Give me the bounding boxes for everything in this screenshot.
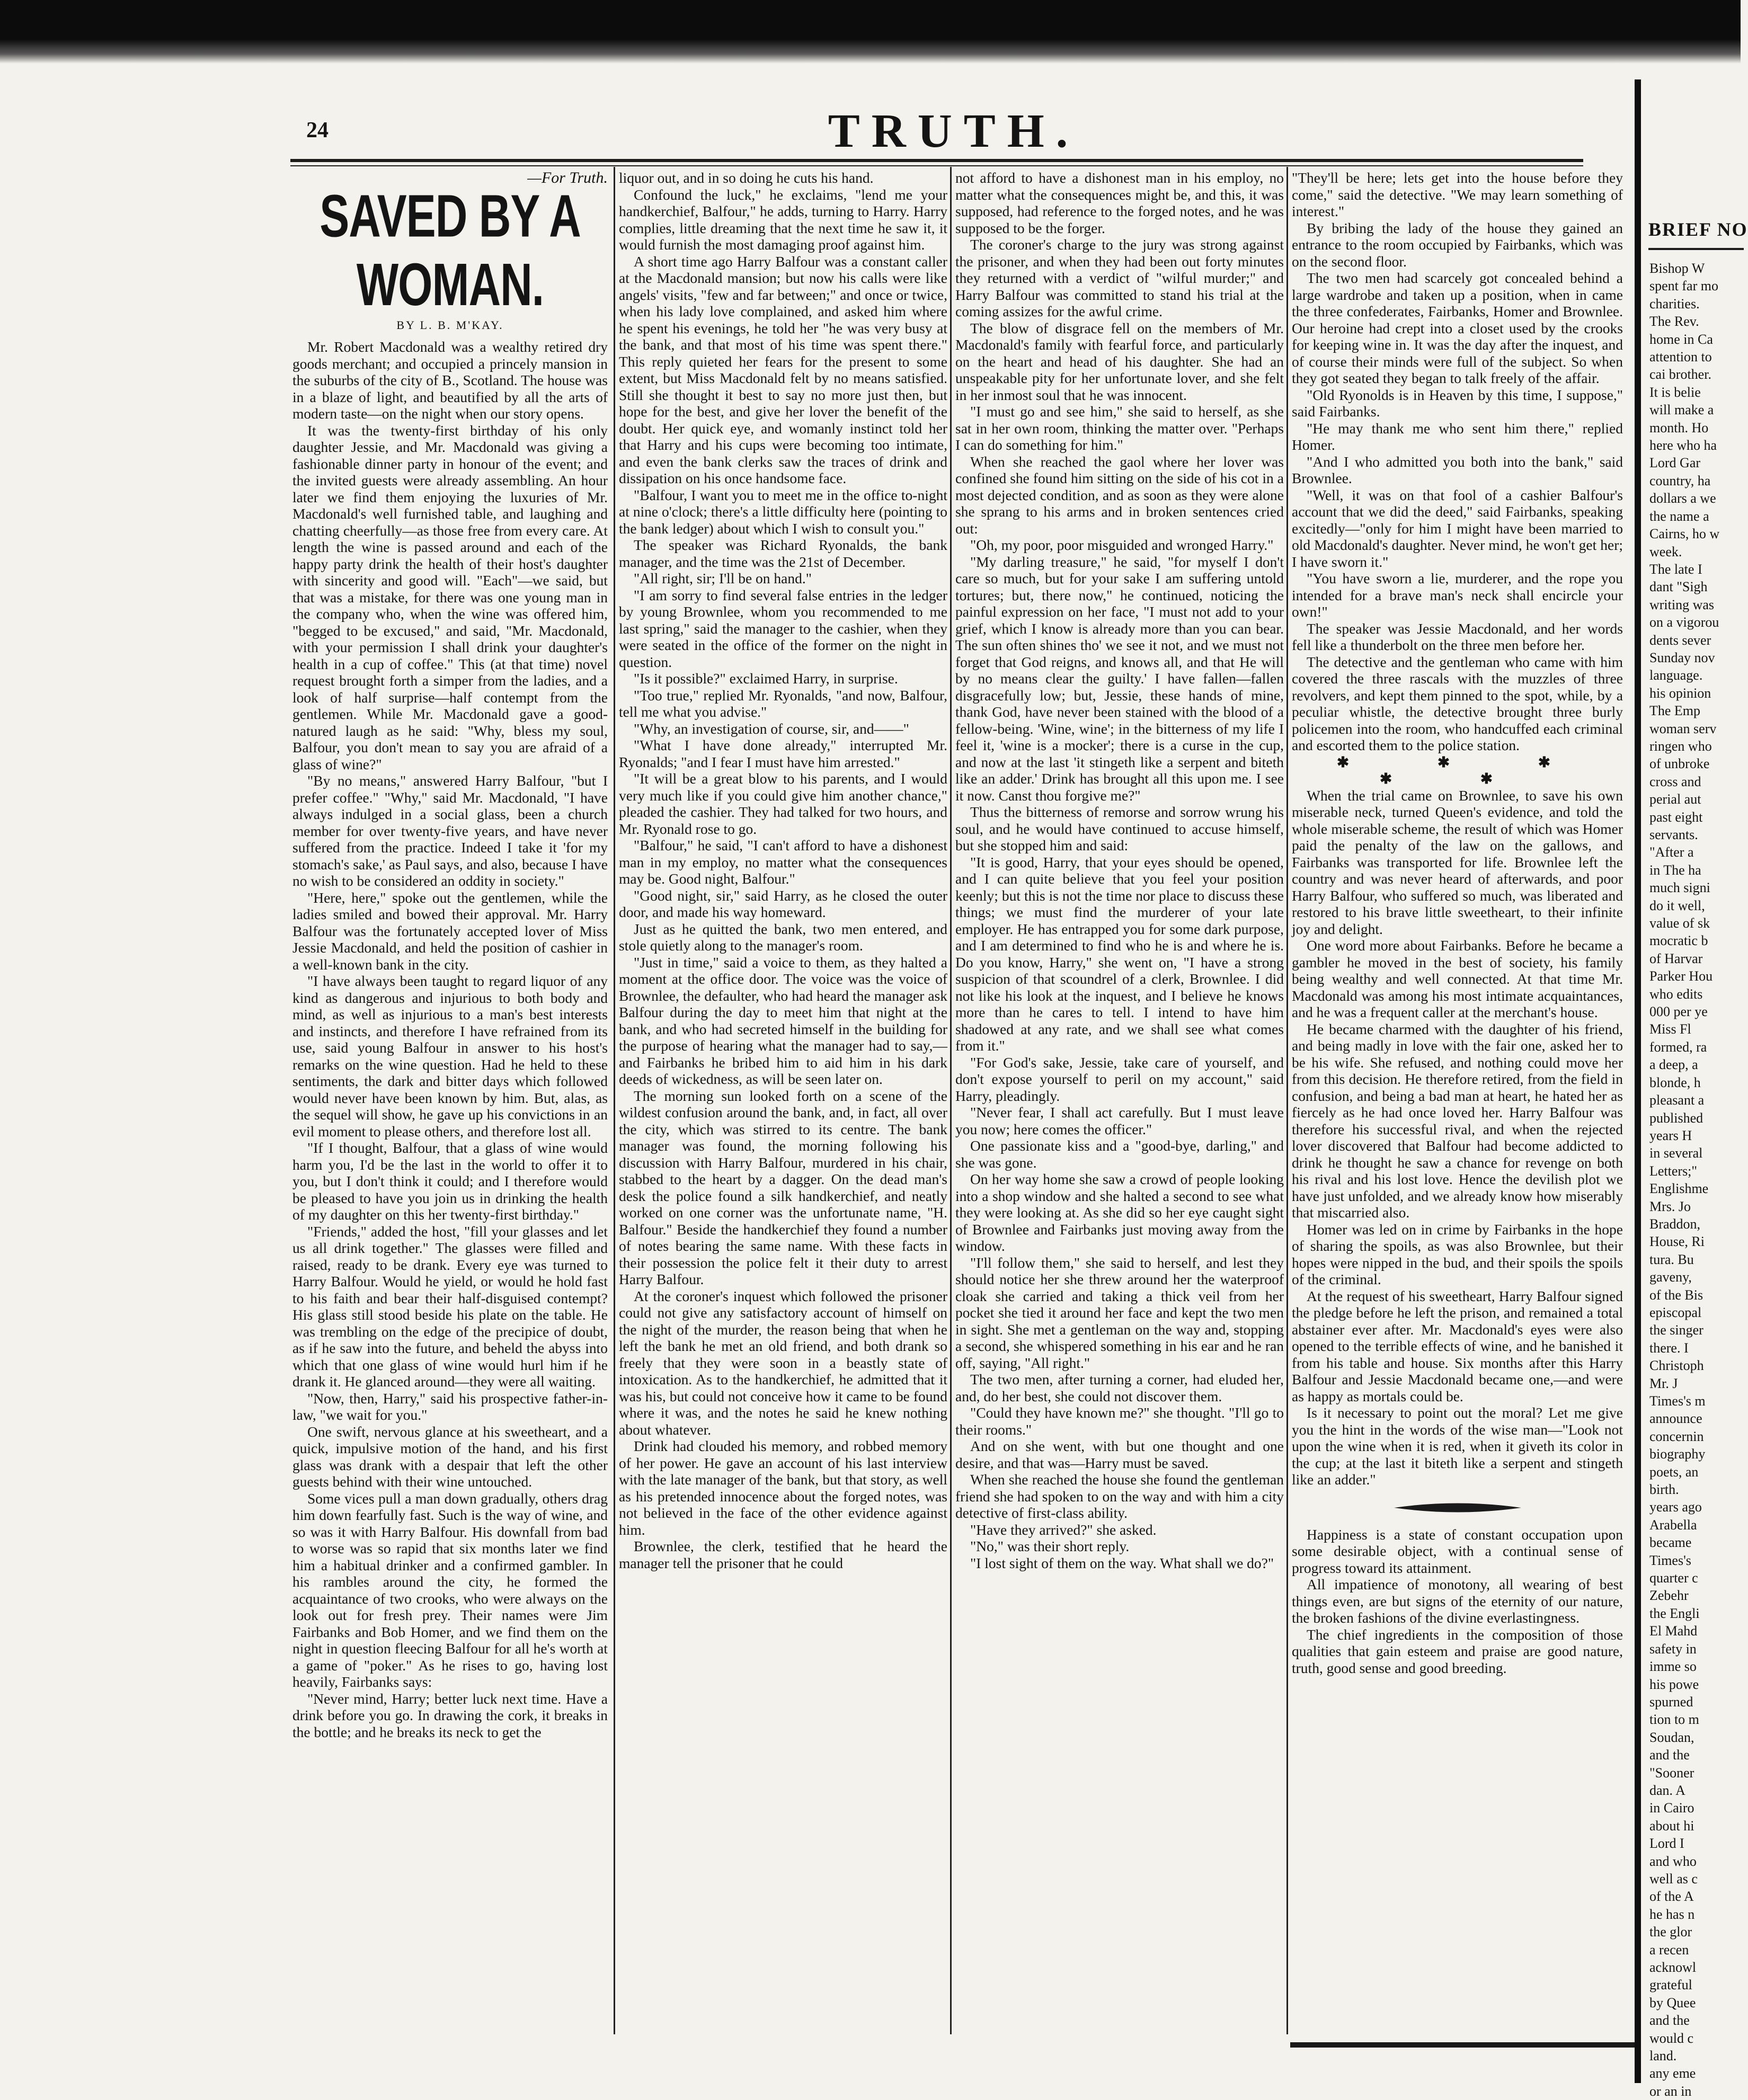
edge-text-line: years ago [1649, 1499, 1702, 1515]
edge-text-line: language. [1649, 668, 1703, 683]
article-paragraph: "Now, then, Harry," said his prospective father-in-law, "we wait for you." [292, 1390, 608, 1423]
article-paragraph: One swift, nervous glance at his sweetheart, and a quick, impulsive motion of the hand, and his first glass was drank with a despair that left the other guests behind with their wine untouched. [292, 1423, 608, 1490]
edge-text-line: Lord Gar [1649, 455, 1701, 471]
article-paragraph: "Oh, my poor, poor misguided and wronged Harry." [970, 537, 1274, 553]
article-paragraph: Some vices pull a man down gradually, others drag him down fearfully fast. Such is the way of wine, and so was it with Harry Balfour. His downfall from bad to worse was so rapid that six months later we find him a habitual drinker and a confirmed gambler. In his rambles around the city, he formed the acquaintance of two crooks, who were always on the look out for fresh prey. Their names were Jim Fairbanks and Bob Homer, and we find them on the night in question fleecing Balfour for all he's worth at a game of "poker." As he rises to go, having lost heavily, Fairbanks says: [292, 1490, 608, 1690]
edge-text-line: he has n [1649, 1906, 1695, 1922]
edge-text-line: cross and [1649, 773, 1701, 789]
column-divider [1286, 167, 1288, 2034]
edge-text-line: imme so [1649, 1659, 1697, 1675]
scan-bottom-smudge [1290, 2042, 1635, 2048]
article-paragraph: The chief ingredients in the composition of those qualities that gain esteem and praise are good nature, truth, good sense and good breeding. [1292, 1626, 1623, 1676]
article-paragraph: "Good night, sir," said Harry, as he closed the outer door, and made his way homeward. [619, 887, 947, 920]
edge-text-line: attention to [1649, 349, 1712, 365]
edge-text-line: The Rev. [1649, 314, 1699, 330]
edge-text-line: a recen [1649, 1942, 1689, 1957]
edge-text-line: home in Ca [1649, 331, 1713, 347]
edge-text-line: became [1649, 1535, 1692, 1551]
edge-text-line: safety in [1649, 1641, 1697, 1657]
article-paragraph: Drink had clouded his memory, and robbed memory of her power. He gave an account of his last interview with the late manager of the bank, but that story, as well as his pretended innocence about the forged notes, was not believed in the face of the other evidence against him. [619, 1438, 947, 1538]
article-paragraph: Homer was led on in crime by Fairbanks in the hope of sharing the spoils, as was also Brownlee, but their hopes were nipped in the bud, and their spoils the spoils of the criminal. [1292, 1221, 1623, 1287]
article-paragraph: "Friends," added the host, "fill your glasses and let us all drink together." The glasses were filled and raised, ready to be drank. Every eye was turned to Harry Balfour. Would he yield, or would he hold fast to his faith and bear their half-disguised contempt? His glass still stood beside his plate on the table. He was trembling on the edge of the precipice of doubt, as if he saw into the future, and beheld the abyss into which that one glass of wine would hurl him if he drank it. He glanced around—they were all waiting. [292, 1223, 608, 1390]
adjacent-page-edge [1635, 79, 1748, 2099]
column-divider [614, 167, 615, 2034]
edge-text-line: the Engli [1649, 1605, 1700, 1621]
edge-text-line: would c [1649, 2030, 1694, 2046]
article-paragraph: "Here, here," spoke out the gentlemen, while the ladies smiled and bowed their approval. Mr. Harry Balfour was the fortunately accepted lover of Miss Jessie Macdonald, and held the position of cashier in a well-known bank in the city. [292, 889, 608, 973]
edge-text-line: "After a [1649, 844, 1694, 860]
edge-text-line: House, Ri [1649, 1234, 1705, 1250]
article-paragraph: Just as he quitted the bank, two men entered, and stole quietly along to the manager's room. [619, 920, 947, 954]
article-paragraph: not afford to have a dishonest man in his employ, no matter what the consequences might be, and this, it was supposed, had reference to the forged notes, and he was supposed to be the forger. [955, 170, 1284, 236]
edge-text-line: there. I [1649, 1340, 1689, 1356]
article-paragraph: It was the twenty-first birthday of his only daughter Jessie, and Mr. Macdonald was giving a fashionable dinner party in honour of the event; and the invited guests were already assembling. An hour later we find them enjoying the luxuries of Mr. Macdonald's well furnished table, and laughing and chatting cheerfully—as those free from every care. At length the wine is passed around and each of the happy party drink the health of their host's daughter with sincerity and good will. "Each"—we said, but that was a mistake, for there was one young man in the company who, when the wine was offered him, "begged to be excused," and said, "Mr. Macdonald, with your permission I shall drink your daughter's health in a cup of coffee." This (at that time) novel request brought forth a simper from the ladies, and a look of half surprise—half contempt from the gentlemen. While Mr. Macdonald gave a good-natured laugh as he said: "Why, bless my soul, Balfour, you don't mean to say you are afraid of a glass of wine?" [292, 422, 608, 772]
edge-text-line: cai brother. [1649, 367, 1711, 382]
article-paragraph: The two men, after turning a corner, had eluded her, and, do her best, she could not discover them. [955, 1371, 1284, 1404]
edge-text-line: published [1649, 1110, 1703, 1126]
page-number: 24 [306, 118, 329, 143]
article-paragraph: The two men had scarcely got concealed behind a large wardrobe and taken up a position, when in came the three confederates, Fairbanks, Homer and Brownlee. Our heroine had crept into a closet used by the crooks for keeping wine in. It was the day after the inquest, and of course their minds were full of the subject. So when they got seated they began to talk freely of the affair. [1292, 270, 1623, 386]
edge-text-line: of the Bis [1649, 1287, 1703, 1303]
edge-text-line: charities. [1649, 296, 1700, 312]
text-column-2 [619, 170, 947, 2034]
column-body [619, 170, 947, 1571]
article-paragraph: Mr. Robert Macdonald was a wealthy retired dry goods merchant; and occupied a princely mansion in the suburbs of the city of B., Scotland. The house was in a blaze of light, and beautified by all the arts of modern taste—on the night when our story opens. [292, 339, 608, 422]
edge-text-line: Bishop W [1649, 261, 1705, 276]
edge-text-line: the singer [1649, 1322, 1703, 1338]
edge-text-line: his opinion [1649, 685, 1711, 701]
column-body [292, 339, 608, 1740]
edge-text-line: Times's [1649, 1552, 1691, 1568]
edge-text-line: about hi [1649, 1818, 1694, 1834]
article-paragraph: When she reached the gaol where her lover was confined she found him sitting on the side of his cot in a most dejected condition, and as soon as they were alone she sprang to his arms and in broken sentences cried out: [955, 453, 1284, 537]
edge-text-line: the name a [1649, 508, 1709, 524]
column-divider [950, 167, 952, 2034]
edge-text-line: tion to m [1649, 1712, 1699, 1728]
article-paragraph: When the trial came on Brownlee, to save his own miserable neck, turned Queen's evidence, and told the whole miserable scheme, the result of which was Homer paid the penalty of the law on the gallows, and Fairbanks was transported for life. Brownlee left the country and was never heard of afterwards, and poor Harry Balfour, who suffered so much, was liberated and restored to his brave little sweetheart, to their infinite joy and delight. [1292, 787, 1623, 937]
edge-text-line: blonde, h [1649, 1074, 1701, 1090]
edge-text-line: by Quee [1649, 1995, 1696, 2010]
header-rule-thin [290, 165, 1583, 166]
text-column-1 [292, 170, 608, 2034]
for-truth-credit: —For Truth. [527, 169, 608, 186]
article-paragraph: "My darling treasure," he said, "for myself I don't care so much, but for your sake I am suffering untold tortures; but, there now," he continued, noticing the painful expression on her face, "I must not add to your grief, which I know is already more than you can bear. The sun often shines tho' we see it not, and we must not forget that God reigns, and knows all, and that He will by no means clear the guilty.' I have fallen—fallen disgracefully low; but, Jessie, these hands of mine, thank God, have never been stained with the blood of a fellow-being. 'Wine, wine'; in the bitterness of my life I feel it, 'wine is a mocker'; there is a curse in the cup, and now at the last 'it stingeth like a serpent and biteth like an adder.' Drink has brought all this upon me. I see it now. Canst thou forgive me?" [955, 553, 1284, 804]
article-paragraph: On her way home she saw a crowd of people looking into a shop window and she halted a second to see what they were looking at. As she did so her eye caught sight of Brownlee and Fairbanks just moving away from the window. [955, 1171, 1284, 1254]
edge-text-line: here who ha [1649, 438, 1717, 453]
article-paragraph: "Never fear, I shall act carefully. But I must leave you now; here comes the officer." [955, 1104, 1284, 1137]
edge-text-line: Mrs. Jo [1649, 1198, 1691, 1214]
article-paragraph: The blow of disgrace fell on the members of Mr. Macdonald's family with fearful force, and particularly on the heart and head of his daughter. She had an unspeakable pity for her unfortunate lover, and she felt in her inmost soul that he was innocent. [955, 319, 1284, 403]
article-paragraph: The speaker was Jessie Macdonald, and her words fell like a thunderbolt on the three men before her. [1292, 620, 1623, 653]
edge-text-line: The Emp [1649, 703, 1701, 719]
article-paragraph: "Why, an investigation of course, sir, and——" [634, 720, 909, 737]
article-paragraph: "It is good, Harry, that your eyes should be opened, and I can quite believe that you feel your position keenly; but this is not the time nor place to discuss these things; we must find the murderer of your late employer. He has entrapped you for some dark purpose, and I am determined to find who he is and where he is. Do you know, Harry," she went on, "I have a strong suspicion of that scoundrel of a clerk, Brownlee. I did not like his look at the inquest, and I believe he knows more than he cares to tell. I intend to have him shadowed at any rate, and we shall see what comes from it." [955, 853, 1284, 1054]
edge-text-line: past eight [1649, 809, 1703, 825]
edge-text-line: Letters;" [1649, 1163, 1698, 1179]
edge-text-line: It is belie [1649, 384, 1701, 400]
article-paragraph: He became charmed with the daughter of his friend, and being madly in love with the fair one, asked her to be his wife. She refused, and nothing could move her from this decision. He therefore retired, from the field in confusion, and being a bad man at heart, he hated her as fiercely as he had once loved her. Harry Balfour was therefore his successful rival, and when the rejected lover discovered that Balfour had become addicted to drink he thought he saw a chance for revenge on both his rival and his lost love. Hence the devilish plot we have just unfolded, and we already know how miserably that miscarried also. [1292, 1020, 1623, 1221]
edge-text-line: dents sever [1649, 632, 1711, 648]
edge-text-line: ringen who [1649, 738, 1712, 754]
section-ornament [1292, 1500, 1623, 1516]
edge-text-line: mocratic b [1649, 933, 1708, 949]
article-paragraph: "They'll be here; lets get into the house before they come," said the detective. "We may learn something of interest." [1292, 170, 1623, 219]
edge-text-line: perial aut [1649, 791, 1701, 807]
text-column-3 [955, 170, 1284, 2034]
edge-text-line: acknowl [1649, 1960, 1697, 1975]
article-paragraph: One word more about Fairbanks. Before he became a gambler he moved in the best of society, his family being wealthy and well connected. At that time Mr. Macdonald was among his most intimate acquaintances, and he was a frequent caller at the merchant's house. [1292, 937, 1623, 1020]
article-paragraph: "By no means," answered Harry Balfour, "but I prefer coffee." "Why," said Mr. Macdonald, "I have always indulged in a social glass, been a church member for over twenty-five years, and have never suffered from the practice. Indeed I take it 'for my stomach's sake,' as Paul says, and also, because I have no wish to be considered an oddity in society." [292, 772, 608, 889]
edge-text-line: the glor [1649, 1924, 1692, 1940]
article-paragraph: "I lost sight of them on the way. What shall we do?" [970, 1554, 1274, 1571]
article-paragraph: The morning sun looked forth on a scene of the wildest confusion around the bank, and, in fact, all over the city, which was stirred to its centre. The bank manager was found, the morning following his discussion with Harry Balfour, murdered in his chair, stabbed to the heart by a dagger. On the dead man's desk the police found a silk handkerchief, and neatly worked on one corner was the unfortunate name, "H. Balfour." Beside the handkerchief they found a number of notes bearing the same name. With these facts in their possession the police felt it their duty to arrest Harry Balfour. [619, 1087, 947, 1287]
edge-text-line: a deep, a [1649, 1057, 1698, 1073]
article-paragraph: "It will be a great blow to his parents, and I would very much like if you could give him another chance," pleaded the cashier. They had talked for two hours, and Mr. Ryonald rose to go. [619, 770, 947, 837]
article-paragraph: "All right, sir; I'll be on hand." [634, 570, 812, 586]
edge-text-line: Soudan, [1649, 1729, 1694, 1745]
edge-text-line: in several [1649, 1145, 1703, 1161]
article-paragraph: "Just in time," said a voice to them, as they halted a moment at the office door. The voice was the voice of Brownlee, the defaulter, who had heard the manager ask Balfour during the day to meet him that night at the bank, and who had secreted himself in the building for the purpose of hearing what the manager had to say,—and Fairbanks he bribed him to aid him in his dark deeds of wickedness, as will be seen later on. [619, 954, 947, 1087]
article-paragraph: "Old Ryonolds is in Heaven by this time, I suppose," said Fairbanks. [1292, 386, 1623, 420]
story-author: BY L. B. M'KAY. [396, 318, 504, 332]
edge-text-line: in Cairo [1649, 1800, 1694, 1816]
edge-text-line: Miss Fl [1649, 1021, 1691, 1037]
edge-text-line: formed, ra [1649, 1039, 1707, 1055]
edge-text-line: quarter c [1649, 1570, 1698, 1586]
edge-text-line: Lord I [1649, 1836, 1684, 1852]
article-paragraph: Thus the bitterness of remorse and sorrow wrung his soul, and he would have continued to accuse himself, but she stopped him and said: [955, 804, 1284, 853]
edge-text-line: birth. [1649, 1482, 1679, 1498]
edge-text-line: pleasant a [1649, 1092, 1705, 1108]
article-paragraph: "No," was their short reply. [970, 1538, 1130, 1554]
article-paragraph: liquor out, and in so doing he cuts his hand. [619, 170, 874, 186]
article-paragraph: "And I who admitted you both into the bank," said Brownlee. [1292, 453, 1623, 486]
article-paragraph: "I'll follow them," she said to herself, and lest they should notice her she threw around her the waterproof cloak she carried and taking a thick veil from her pocket she tied it around her face and kept the two men in sight. She met a gentleman on the way and, stopping a second, she whispered something in his ear and he ran off, saying, "All right." [955, 1254, 1284, 1371]
article-paragraph: "If I thought, Balfour, that a glass of wine would harm you, I'd be the last in the world to offer it to you, but I don't think it could; and I therefore would be pleased to have you join us in drinking the health of my daughter on this her twenty-first birthday." [292, 1140, 608, 1223]
article-paragraph: One passionate kiss and a "good-bye, darling," and she was gone. [955, 1137, 1284, 1171]
edge-text-line: or an in [1649, 2083, 1692, 2099]
edge-text-line: Christoph [1649, 1358, 1704, 1374]
edge-text-line: Parker Hou [1649, 968, 1713, 984]
edge-text-line: concernin [1649, 1428, 1704, 1444]
article-paragraph: And on she went, with but one thought and one desire, and that was—Harry must be saved. [955, 1438, 1284, 1471]
edge-column-text [1649, 260, 1745, 2100]
edge-text-line: Times's m [1649, 1393, 1706, 1409]
article-paragraph: "What I have done already," interrupted Mr. Ryonalds; "and I fear I must have him arrested." [619, 737, 947, 770]
article-paragraph: Confound the luck," he exclaims, "lend me your handkerchief, Balfour," he adds, turning to Harry. Harry complies, little dreaming that the next time he saw it, it would furnish the most damaging proof against him. [619, 186, 947, 253]
edge-text-line: Arabella [1649, 1517, 1697, 1533]
edge-text-line: dan. A [1649, 1782, 1685, 1798]
edge-text-line: any eme [1649, 2066, 1696, 2081]
article-paragraph: The detective and the gentleman who came with him covered the three rascals with the muzzles of three revolvers, and kept them pinned to the spot, while, by a peculiar whistle, the detective brought three burly policemen into the room, who handcuffed each criminal and escorted them to the police station. [1292, 653, 1623, 753]
edge-text-line: month. Ho [1649, 420, 1709, 435]
edge-text-line: announce [1649, 1411, 1702, 1427]
article-paragraph: "You have sworn a lie, murderer, and the rope you intended for a brave man's neck shall encircle your own!" [1292, 570, 1623, 620]
edge-text-line: Cairns, ho w [1649, 526, 1720, 542]
edge-text-line: episcopal [1649, 1304, 1702, 1320]
edge-text-line: do it well, [1649, 897, 1705, 913]
column-body [955, 170, 1284, 1571]
text-column-4 [1292, 170, 1623, 2034]
article-paragraph: "I have always been taught to regard liquor of any kind as dangerous and injurious to both body and mind, as well as injurious to a man's best interests and instincts, and therefore I have refrained from its use, said young Balfour in answer to his host's remarks on the wine question. Had he held to these sentiments, the dark and bitter days which followed would never have been known by him. But, alas, as the sequel will show, he gave up his convictions in an evil moment to please others, and therefore lost all. [292, 973, 608, 1140]
article-paragraph: "I am sorry to find several false entries in the ledger by young Brownlee, whom you recommended to me last spring," said the manager to the cashier, when they were seated in the office of the former on the night in question. [619, 586, 947, 670]
article-paragraph: "Never mind, Harry; better luck next time. Have a drink before you go. In drawing the cork, it breaks in the bottle; and he breaks its neck to get the [292, 1690, 608, 1740]
edge-text-line: much signi [1649, 880, 1710, 896]
edge-text-line: land. [1649, 2048, 1677, 2064]
edge-text-line: his powe [1649, 1676, 1699, 1692]
article-paragraph: By bribing the lady of the house they gained an entrance to the room occupied by Fairbanks, which was on the second floor. [1292, 219, 1623, 270]
edge-rule [1648, 248, 1744, 250]
article-paragraph: "Could they have known me?" she thought. "I'll go to their rooms." [955, 1404, 1284, 1438]
edge-text-line: Sunday nov [1649, 649, 1715, 665]
edge-text-line: Zebehr [1649, 1588, 1689, 1604]
edge-text-line: of unbroke [1649, 756, 1710, 772]
header-rule [290, 159, 1583, 162]
article-paragraph: A short time ago Harry Balfour was a constant caller at the Macdonald mansion; but now his calls were like angels' visits, "few and far between;" and once or twice, when his lady love complained, and asked him where he spent his evenings, he told her "he was very busy at the bank, and that most of his time was spent there." This reply quieted her fears for the present to some extent, but Miss Macdonald felt by no means satisfied. Still she thought it best to say no more just then, but hope for the best, and give her lover the benefit of the doubt. Her quick eye, and womanly instinct told her that Harry and his cups were becoming too intimate, and even the bank clerks saw the traces of drink and dissipation on his once handsome face. [619, 253, 947, 486]
edge-text-line: country, ha [1649, 473, 1711, 488]
column-body [1292, 170, 1623, 1676]
article-paragraph: When she reached the house she found the gentleman friend she had spoken to on the way and with him a city detective of first-class ability. [955, 1471, 1284, 1521]
edge-text-line: years H [1649, 1127, 1692, 1143]
edge-text-line: who edits [1649, 986, 1703, 1002]
scan-top-band [0, 0, 1741, 64]
edge-text-line: and the [1649, 2013, 1690, 2028]
edge-text-line: Braddon, [1649, 1216, 1701, 1232]
edge-text-line: on a vigorou [1649, 615, 1719, 630]
edge-text-line: of the A [1649, 1889, 1694, 1905]
article-paragraph: Happiness is a state of constant occupation upon some desirable object, with a continual sense of progress toward its attainment. [1292, 1526, 1623, 1576]
article-paragraph: "He may thank me who sent him there," replied Homer. [1292, 420, 1623, 453]
edge-text-line: spurned [1649, 1694, 1693, 1710]
article-paragraph: Is it necessary to point out the moral? Let me give you the hint in the words of the wise man—"Look not upon the wine when it is red, when it giveth its color in the cup; at the last it biteth like a serpent and stingeth like an adder." [1292, 1404, 1623, 1488]
edge-text-line: in The ha [1649, 862, 1701, 878]
edge-text-line: dollars a we [1649, 491, 1716, 506]
edge-text-line: 000 per ye [1649, 1004, 1708, 1020]
edge-text-line: well as c [1649, 1871, 1698, 1887]
article-paragraph: The coroner's charge to the jury was strong against the prisoner, and when they had been out forty minutes they returned with a verdict of "wilful murder;" and Harry Balfour was committed to stand his trial at the coming assizes for the awful crime. [955, 236, 1284, 319]
page-edge-shadow [1635, 79, 1641, 2083]
edge-text-line: will make a [1649, 402, 1714, 418]
article-paragraph: "Balfour," he said, "I can't afford to have a dishonest man in my employ, no matter what the consequences may be. Good night, Balfour." [619, 837, 947, 887]
edge-text-line: biography [1649, 1446, 1706, 1462]
edge-text-line: Mr. J [1649, 1375, 1678, 1391]
article-paragraph: "For God's sake, Jessie, take care of yourself, and don't expose yourself to peril on my account," said Harry, pleadingly. [955, 1054, 1284, 1104]
story-title: SAVED BY A WOMAN. [320, 182, 581, 318]
edge-text-line: tura. Bu [1649, 1251, 1694, 1267]
edge-text-line: El Mahd [1649, 1623, 1698, 1639]
edge-text-line: week. [1649, 544, 1682, 559]
article-paragraph: All impatience of monotony, all wearing of best things even, are but signs of the eternity of our nature, the broken fashions of the divine everlastingness. [1292, 1576, 1623, 1626]
masthead: TRUTH. [828, 105, 1080, 157]
edge-text-line: spent far mo [1649, 278, 1718, 294]
article-paragraph: The speaker was Richard Ryonalds, the bank manager, and the time was the 21st of December. [619, 537, 947, 570]
edge-text-line: and who [1649, 1853, 1697, 1869]
edge-heading: BRIEF NO [1648, 219, 1748, 240]
edge-text-line: Englishme [1649, 1181, 1709, 1197]
edge-text-line: and the [1649, 1747, 1690, 1763]
edge-text-line: of Harvar [1649, 950, 1703, 966]
edge-text-line: servants. [1649, 827, 1698, 842]
edge-text-line: writing was [1649, 597, 1715, 612]
article-paragraph: Brownlee, the clerk, testified that he heard the manager tell the prisoner that he could [619, 1538, 947, 1571]
article-paragraph: "Too true," replied Mr. Ryonalds, "and now, Balfour, tell me what you advise." [619, 687, 947, 720]
edge-text-line: dant "Sigh [1649, 579, 1708, 595]
article-paragraph: "Have they arrived?" she asked. [970, 1521, 1157, 1538]
section-break-stars: ✱ ✱ ✱ ✱ ✱ [1337, 753, 1593, 787]
article-paragraph: At the coroner's inquest which followed the prisoner could not give any satisfactory account of himself on the night of the murder, the reason being that when he left the bank he met an old friend, and both drank so freely that they were soon in a beastly state of intoxication. As to the handkerchief, he admitted that it was his, but could not conceive how it came to be found where it was, and the notes he said he knew nothing about whatever. [619, 1287, 947, 1438]
article-paragraph: "Well, it was on that fool of a cashier Balfour's account that we did the deed," said Fairbanks, speaking excitedly—"only for him I might have been married to old Macdonald's daughter. Never mind, he won't get her; I have sworn it." [1292, 486, 1623, 570]
edge-text-line: The late I [1649, 561, 1702, 577]
article-paragraph: "I must go and see him," she said to herself, as she sat in her own room, thinking the matter over. "Perhaps I can do something for him." [955, 403, 1284, 453]
edge-text-line: gaveny, [1649, 1269, 1692, 1285]
edge-text-line: grateful [1649, 1977, 1692, 1993]
edge-text-line: poets, an [1649, 1464, 1699, 1480]
article-paragraph: At the request of his sweetheart, Harry Balfour signed the pledge before he left the prison, and remained a total abstainer ever after. Mr. Macdonald's eyes were also opened to the terrible effects of wine, and he banished it from his table and house. Six months after this Harry Balfour and Jessie Macdonald became one,—and were as happy as mortals could be. [1292, 1287, 1623, 1404]
edge-text-line: woman serv [1649, 720, 1717, 736]
article-paragraph: "Is it possible?" exclaimed Harry, in surprise. [634, 670, 898, 687]
edge-text-line: "Sooner [1649, 1765, 1694, 1781]
edge-text-line: value of sk [1649, 915, 1710, 931]
article-paragraph: "Balfour, I want you to meet me in the office to-night at nine o'clock; there's a little difficulty here (pointing to the bank ledger) about which I wish to consult you." [619, 486, 947, 537]
